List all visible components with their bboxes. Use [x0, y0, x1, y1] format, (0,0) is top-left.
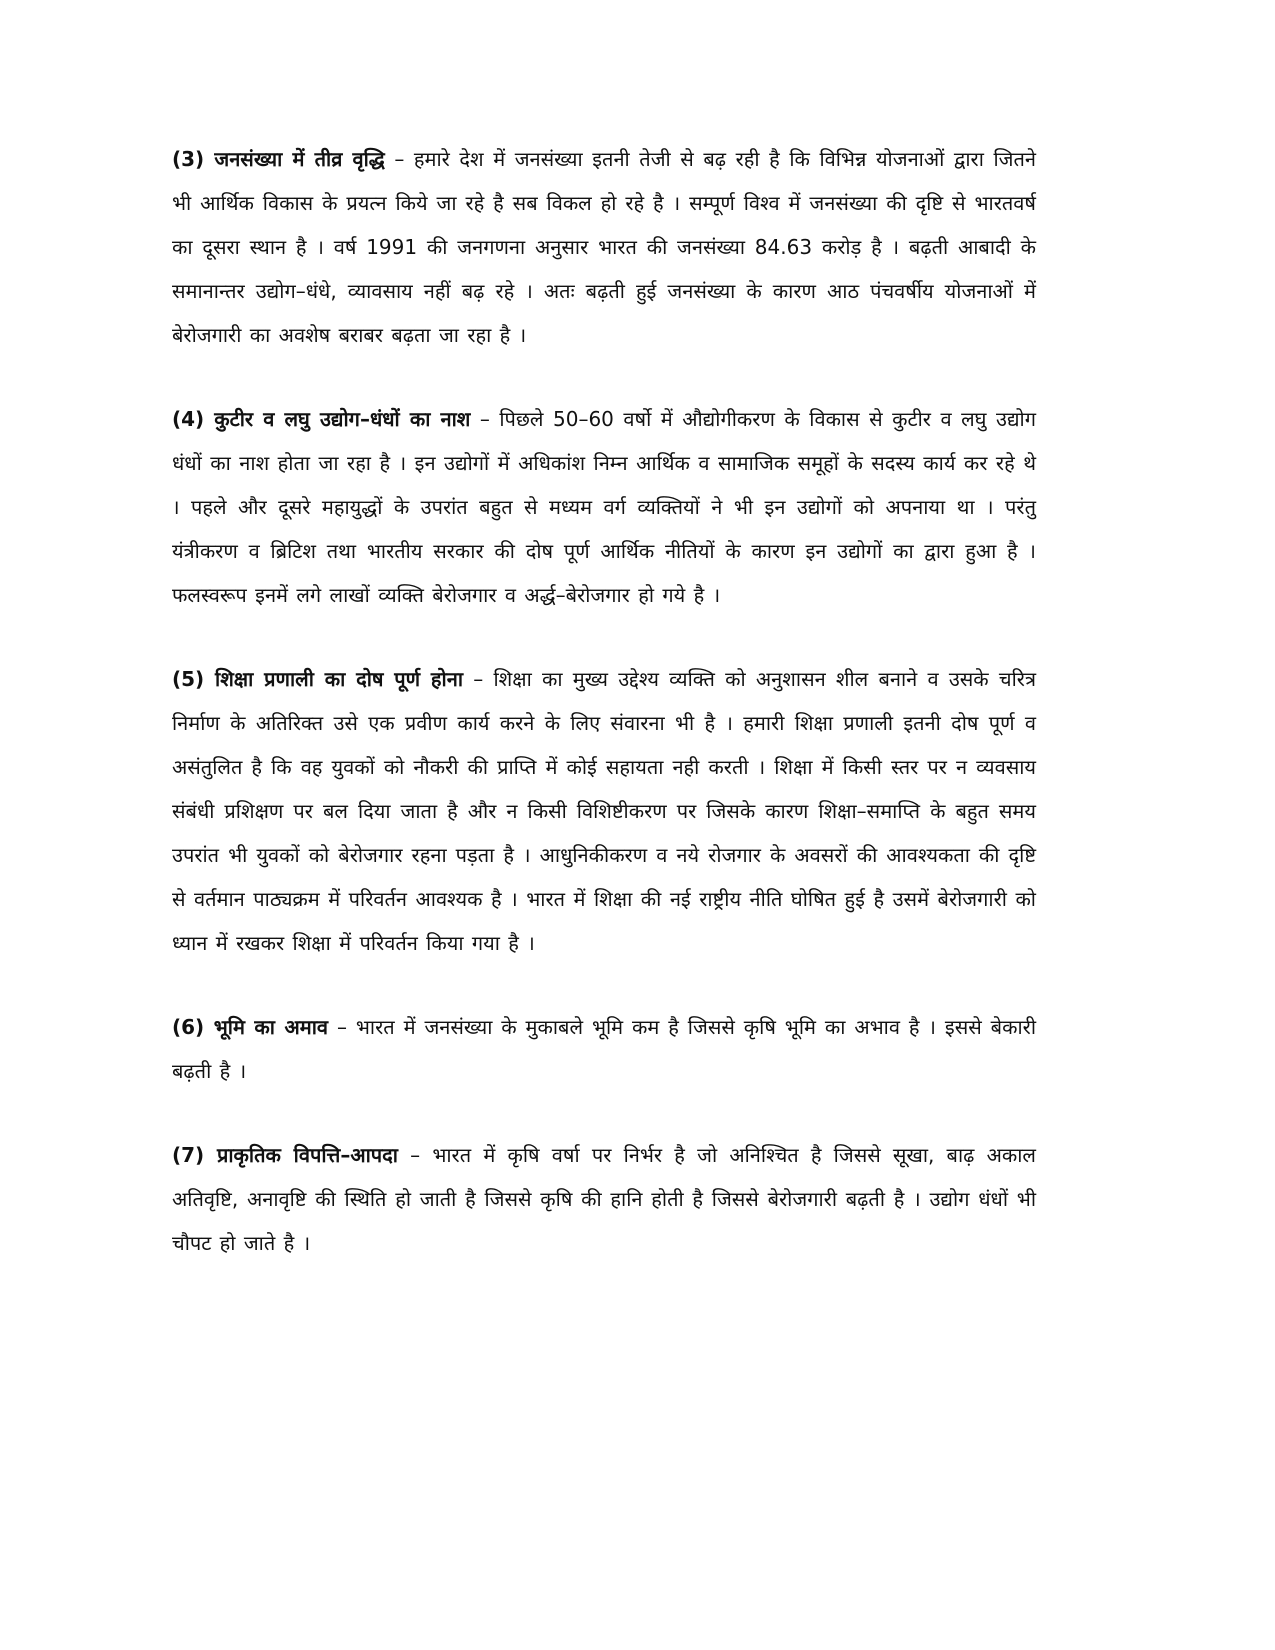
paragraph-natural-disaster: [172, 1133, 1036, 1265]
paragraph-heading: (7) प्राकृतिक विपत्ति–आपदा: [172, 1143, 398, 1167]
paragraph-heading: (3) जनसंख्या में तीव्र वृद्धि: [172, 147, 385, 171]
paragraph-text: – भारत में कृषि वर्षा पर निर्भर है जो अनिश्चित है जिससे सूखा, बाढ़ अकाल अतिवृष्टि, अनावृष्टि की स्थिति हो जाती है जिससे कृषि की हानि होती है जिससे बेरोजगारी बढ़ती है । उद्योग धंधों भी चौपट हो जाते है ।: [172, 1143, 1036, 1255]
paragraph-education-system: [172, 657, 1036, 965]
paragraph-population-growth: [172, 137, 1036, 357]
paragraph-land-shortage: [172, 1005, 1036, 1093]
paragraph-text: – हमारे देश में जनसंख्या इतनी तेजी से बढ़ रही है कि विभिन्न योजनाओं द्वारा जितने भी आर्थिक विकास के प्रयत्न किये जा रहे है सब विकल हो रहे है । सम्पूर्ण विश्व में जनसंख्या की दृष्टि से भारतवर्ष का दूसरा स्थान है । वर्ष 1991 की जनगणना अनुसार भारत की जनसंख्या 84.63 करोड़ है । बढ़ती आबादी के समानान्तर उद्योग–धंधे, व्यावसाय नहीं बढ़ रहे । अतः बढ़ती हुई जनसंख्या के कारण आठ पंचवर्षीय योजनाओं में बेरोजगारी का अवशेष बराबर बढ़ता जा रहा है ।: [172, 147, 1036, 347]
document-body: [172, 137, 1036, 1305]
paragraph-text: – भारत में जनसंख्या के मुकाबले भूमि कम है जिससे कृषि भूमि का अभाव है । इससे बेकारी बढ़ती है ।: [172, 1015, 1036, 1083]
paragraph-text: – शिक्षा का मुख्य उद्देश्य व्यक्ति को अनुशासन शील बनाने व उसके चरित्र निर्माण के अतिरिक्त उसे एक प्रवीण कार्य करने के लिए संवारना भी है । हमारी शिक्षा प्रणाली इतनी दोष पूर्ण व असंतुलित है कि वह युवकों को नौकरी की प्राप्ति में कोई सहायता नही करती । शिक्षा में किसी स्तर पर न व्यवसाय संबंधी प्रशिक्षण पर बल दिया जाता है और न किसी विशिष्टीकरण पर जिसके कारण शिक्षा–समाप्ति के बहुत समय उपरांत भी युवकों को बेरोजगार रहना पड़ता है । आधुनिकीकरण व नये रोजगार के अवसरों की आवश्यकता की दृष्टि से वर्तमान पाठ्यक्रम में परिवर्तन आवश्यक है । भारत में शिक्षा की नई राष्ट्रीय नीति घोषित हुई है उसमें बेरोजगारी को ध्यान में रखकर शिक्षा में परिवर्तन किया गया है ।: [172, 667, 1036, 955]
paragraph-text: – पिछले 50–60 वर्षो में औद्योगीकरण के विकास से कुटीर व लघु उद्योग धंधों का नाश होता जा रहा है । इन उद्योगों में अधिकांश निम्न आर्थिक व सामाजिक समूहों के सदस्य कार्य कर रहे थे । पहले और दूसरे महायुद्धों के उपरांत बहुत से मध्यम वर्ग व्यक्तियों ने भी इन उद्योगों को अपनाया था । परंतु यंत्रीकरण व ब्रिटिश तथा भारतीय सरकार की दोष पूर्ण आर्थिक नीतियों के कारण इन उद्योगों का द्वारा हुआ है । फलस्वरूप इनमें लगे लाखों व्यक्ति बेरोजगार व अर्द्ध–बेरोजगार हो गये है ।: [172, 407, 1036, 607]
paragraph-heading: (5) शिक्षा प्रणाली का दोष पूर्ण होना: [172, 667, 464, 691]
paragraph-heading: (6) भूमि का अमाव: [172, 1015, 329, 1039]
paragraph-cottage-industry: [172, 397, 1036, 617]
paragraph-heading: (4) कुटीर व लघु उद्योग–धंधों का नाश: [172, 407, 471, 431]
